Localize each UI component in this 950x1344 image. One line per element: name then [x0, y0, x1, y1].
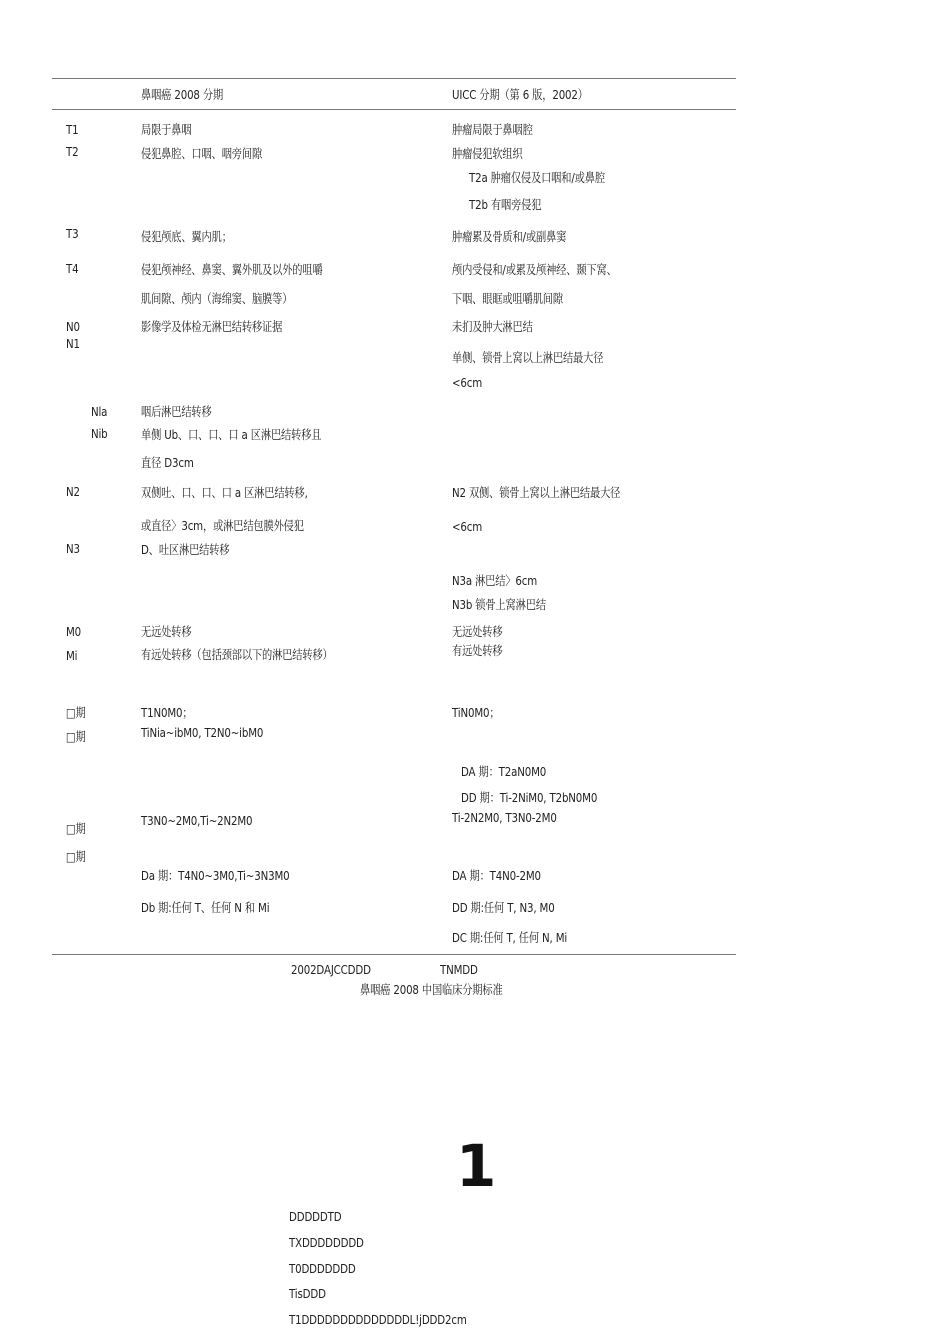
- stage3-uicc: Ti-2N2M0, T3N0-2M0: [452, 810, 557, 825]
- code-n1b: Nib: [91, 426, 108, 441]
- code-m1: Mi: [66, 648, 78, 663]
- table-bottom-rule: [52, 954, 736, 955]
- n2-china-line2: 或直径〉3cm，或淋巴结包膜外侵犯: [141, 518, 304, 533]
- bottom-line: DDDDDTD: [289, 1209, 342, 1224]
- header-col1: 鼻咽癌 2008 分期: [141, 87, 224, 102]
- t3-uicc: 肿瘤累及骨质和/或副鼻窦: [452, 229, 567, 244]
- n3b-uicc: N3b 锁骨上窝淋巴结: [452, 597, 546, 612]
- code-stage3: □期: [66, 821, 86, 836]
- table-top-rule: [52, 78, 736, 79]
- stage4b-china: Db 期:任何 T、任何 N 和 Mi: [141, 900, 270, 915]
- n1b-china-line1: 单侧 Ub、口、口、口 a 区淋巴结转移且: [141, 427, 322, 442]
- t1-china: 局限于鼻咽: [141, 122, 192, 137]
- caption-line1-left: 2002DAJCCDDD: [291, 962, 371, 977]
- n1b-china-line2: 直径 D3cm: [141, 455, 194, 470]
- m1-china: 有远处转移（包括颈部以下的淋巴结转移）: [141, 647, 333, 662]
- caption-line1-right: TNMDD: [440, 962, 478, 977]
- code-stage1: □期: [66, 705, 86, 720]
- table-header-rule: [52, 109, 736, 110]
- t4-uicc-line2: 下咽、眼眶或咀嚼肌间隙: [452, 291, 563, 306]
- stage1-uicc: TiN0M0；: [452, 705, 500, 720]
- n2-china-line1: 双侧吐、口、口、口 a 区淋巴结转移,: [141, 485, 308, 500]
- code-n3: N3: [66, 541, 80, 556]
- code-n1: N1: [66, 336, 80, 351]
- code-stage2: □期: [66, 729, 86, 744]
- n0-uicc: 未扪及肿大淋巴结: [452, 319, 533, 334]
- n1-uicc-line1: 单侧、锁骨上窝以上淋巴结最大径: [452, 350, 604, 365]
- n2-uicc-line2: <6cm: [452, 519, 483, 534]
- t2-uicc: 肿瘤侵犯软组织: [452, 146, 523, 161]
- t3-china: 侵犯颅底、翼内肌；: [141, 229, 232, 244]
- n1-uicc-line2: <6cm: [452, 375, 483, 390]
- stage4b-uicc: DD 期:任何 T, N3, M0: [452, 900, 555, 915]
- caption-line2: 鼻咽癌 2008 中国临床分期标准: [360, 982, 503, 997]
- n3-china: D、吐区淋巴结转移: [141, 542, 230, 557]
- bottom-line: TisDDD: [289, 1286, 326, 1301]
- stage4c-uicc: DC 期:任何 T, 任何 N, Mi: [452, 930, 568, 945]
- code-n2: N2: [66, 484, 80, 499]
- n1a-china: 咽后淋巴结转移: [141, 404, 212, 419]
- t4-china-line1: 侵犯颅神经、鼻窦、翼外肌及以外的咀嚼: [141, 262, 323, 277]
- stage2-china: TiNia~ibM0, T2N0~ibM0: [141, 725, 264, 740]
- m1-uicc: 有远处转移: [452, 643, 503, 658]
- code-n0: N0: [66, 319, 80, 334]
- stage4a-china: Da 期：T4N0~3M0,Ti~3N3M0: [141, 868, 290, 883]
- t4-uicc-line1: 颅内受侵和/或累及颅神经、颞下窝、: [452, 262, 617, 277]
- code-m0: M0: [66, 624, 82, 639]
- n3a-uicc: N3a 淋巴结〉6cm: [452, 573, 538, 588]
- bottom-line: TXDDDDDDDD: [289, 1235, 364, 1250]
- stage1-china: T1N0M0；: [141, 705, 193, 720]
- stage3-china: T3N0~2M0,Ti~2N2M0: [141, 813, 253, 828]
- t2-china: 侵犯鼻腔、口咽、咽旁间隙: [141, 146, 263, 161]
- header-col2: UICC 分期（第 6 版，2002）: [452, 87, 588, 102]
- bottom-line: T1DDDDDDDDDDDDDDL!jDDD2cm: [289, 1312, 467, 1327]
- m0-uicc: 无远处转移: [452, 624, 503, 639]
- m0-china: 无远处转移: [141, 624, 192, 639]
- code-stage4: □期: [66, 849, 86, 864]
- code-t4: T4: [66, 261, 79, 276]
- stage2a-uicc: DA 期：T2aN0M0: [461, 764, 547, 779]
- n0-china: 影像学及体检无淋巴结转移证据: [141, 319, 283, 334]
- code-n1a: Nla: [91, 404, 108, 419]
- code-t3: T3: [66, 226, 79, 241]
- t1-uicc: 肿瘤局限于鼻咽腔: [452, 122, 533, 137]
- page-number: 1: [456, 1132, 497, 1200]
- stage2b-uicc: DD 期：Ti-2NiM0, T2bN0M0: [461, 790, 598, 805]
- code-t1: T1: [66, 122, 79, 137]
- stage4a-uicc: DA 期：T4N0-2M0: [452, 868, 541, 883]
- t2a-uicc: T2a 肿瘤仅侵及口咽和/或鼻腔: [469, 170, 605, 185]
- t2b-uicc: T2b 有咽旁侵犯: [469, 197, 542, 212]
- bottom-line: T0DDDDDDD: [289, 1261, 356, 1276]
- t4-china-line2: 肌间隙、颅内（海绵窦、脑膜等）: [141, 291, 293, 306]
- n2-uicc-line1: N2 双侧、锁骨上窝以上淋巴结最大径: [452, 485, 621, 500]
- code-t2: T2: [66, 144, 79, 159]
